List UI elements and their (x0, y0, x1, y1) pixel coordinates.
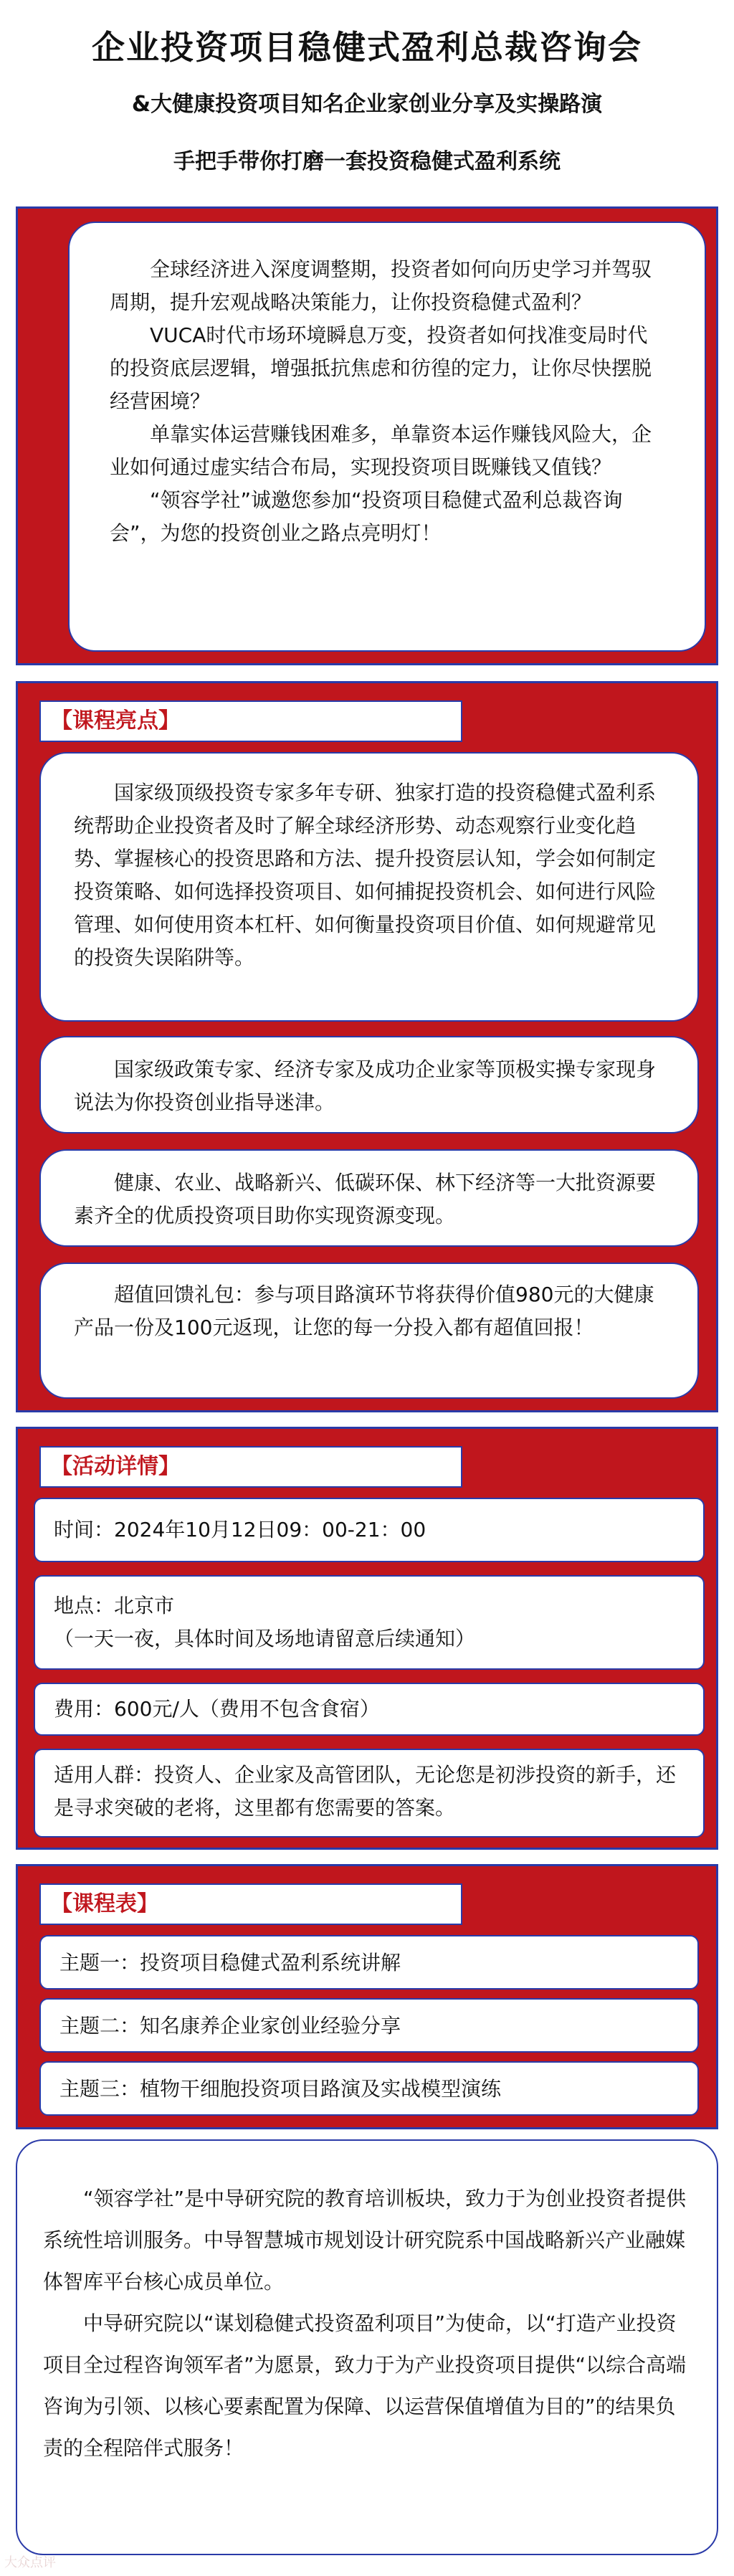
page-tagline: 手把手带你打磨一套投资稳健式盈利系统 (173, 149, 561, 174)
intro-question-1: 全球经济进入深度调整期，投资者如何向历史学习并驾驭周期，提升宏观战略决策能力，让你投资稳健式盈利？ (110, 257, 652, 314)
detail-location-note: （一天一夜，具体时间及场地请留意后续通知） (54, 1627, 476, 1650)
about-card (16, 2139, 718, 2555)
detail-fee-card (34, 1683, 705, 1736)
about-paragraph-2: 中导研究院以“谋划稳健式投资盈利项目”为使命，以“打造产业投资项目全过程咨询领军者”为愿景，致力于为产业投资项目提供“以综合高端咨询为引领、以核心要素配置为保障、以运营保值增值为目的”的结果负责的全程陪伴式服务！ (43, 2311, 687, 2460)
watermark: 大众点评 (4, 2555, 56, 2570)
page-subtitle: &大健康投资项目知名企业家创业分享及实操路演 (131, 92, 603, 117)
schedule-topic-1 (39, 1935, 699, 1990)
detail-location: 地点：北京市 (54, 1594, 175, 1617)
intro-question-3: 单靠实体运营赚钱困难多，单靠资本运作赚钱风险大，企业如何通过虚实结合布局，实现投资项目既赚钱又值钱？ (110, 422, 652, 479)
highlight-text: 超值回馈礼包：参与项目路演环节将获得价值980元的大健康产品一份及100元返现，让您的每一分投入都有超值回报！ (74, 1283, 654, 1339)
details-panel (16, 1427, 718, 1850)
detail-audience-card (34, 1749, 705, 1838)
details-label: 【活动详情】 (39, 1446, 462, 1488)
intro-invitation: “领容学社”诚邀您参加“投资项目稳健式盈利总裁咨询会”，为您的投资创业之路点亮明灯！ (110, 488, 623, 545)
highlight-text: 国家级政策专家、经济专家及成功企业家等顶极实操专家现身说法为你投资创业指导迷津。 (74, 1058, 657, 1114)
highlight-text: 健康、农业、战略新兴、低碳环保、林下经济等一大批资源要素齐全的优质投资项目助你实现资源变现。 (74, 1171, 657, 1227)
schedule-panel (16, 1864, 718, 2129)
highlights-label: 【课程亮点】 (39, 700, 462, 742)
about-paragraph-1: “领容学社”是中导研究院的教育培训板块，致力于为创业投资者提供系统性培训服务。中导智慧城市规划设计研究院系中国战略新兴产业融媒体智库平台核心成员单位。 (43, 2187, 687, 2294)
schedule-topic-3 (39, 2061, 699, 2116)
highlight-card (39, 752, 699, 1022)
intro-card (68, 222, 706, 652)
schedule-topic-2 (39, 1998, 699, 2053)
schedule-topic-text: 主题二：知名康养企业家创业经验分享 (59, 2014, 401, 2038)
detail-fee: 费用：600元/人（费用不包含食宿） (54, 1697, 380, 1721)
detail-audience: 适用人群：投资人、企业家及高管团队，无论您是初涉投资的新手，还是寻求突破的老将，这里都有您需要的答案。 (54, 1763, 677, 1820)
highlight-card (39, 1036, 699, 1133)
detail-time-card (34, 1498, 705, 1562)
intro-question-2: VUCA时代市场环境瞬息万变，投资者如何找准变局时代的投资底层逻辑，增强抵抗焦虑和彷徨的定力，让你尽快摆脱经营困境？ (110, 323, 652, 413)
detail-location-card (34, 1575, 705, 1670)
page-title: 企业投资项目稳健式盈利总裁咨询会 (92, 28, 642, 67)
highlights-panel (16, 681, 718, 1412)
schedule-topic-text: 主题一：投资项目稳健式盈利系统讲解 (59, 1951, 401, 1974)
schedule-topic-text: 主题三：植物干细胞投资项目路演及实战模型演练 (59, 2077, 502, 2101)
highlight-card (39, 1263, 699, 1399)
schedule-label: 【课程表】 (39, 1883, 462, 1925)
highlight-text: 国家级顶级投资专家多年专研、独家打造的投资稳健式盈利系统帮助企业投资者及时了解全球经济形势、动态观察行业变化趋势、掌握核心的投资思路和方法、提升投资层认知，学会如何制定投资策略、如何选择投资项目、如何捕捉投资机会、如何进行风险管理、如何使用资本杠杆、如何衡量投资项目价值、如何规避常见的投资失误陷阱等。 (74, 781, 657, 969)
detail-time: 时间：2024年10月12日09：00-21：00 (54, 1518, 426, 1541)
highlight-card (39, 1149, 699, 1247)
intro-panel (16, 206, 718, 665)
